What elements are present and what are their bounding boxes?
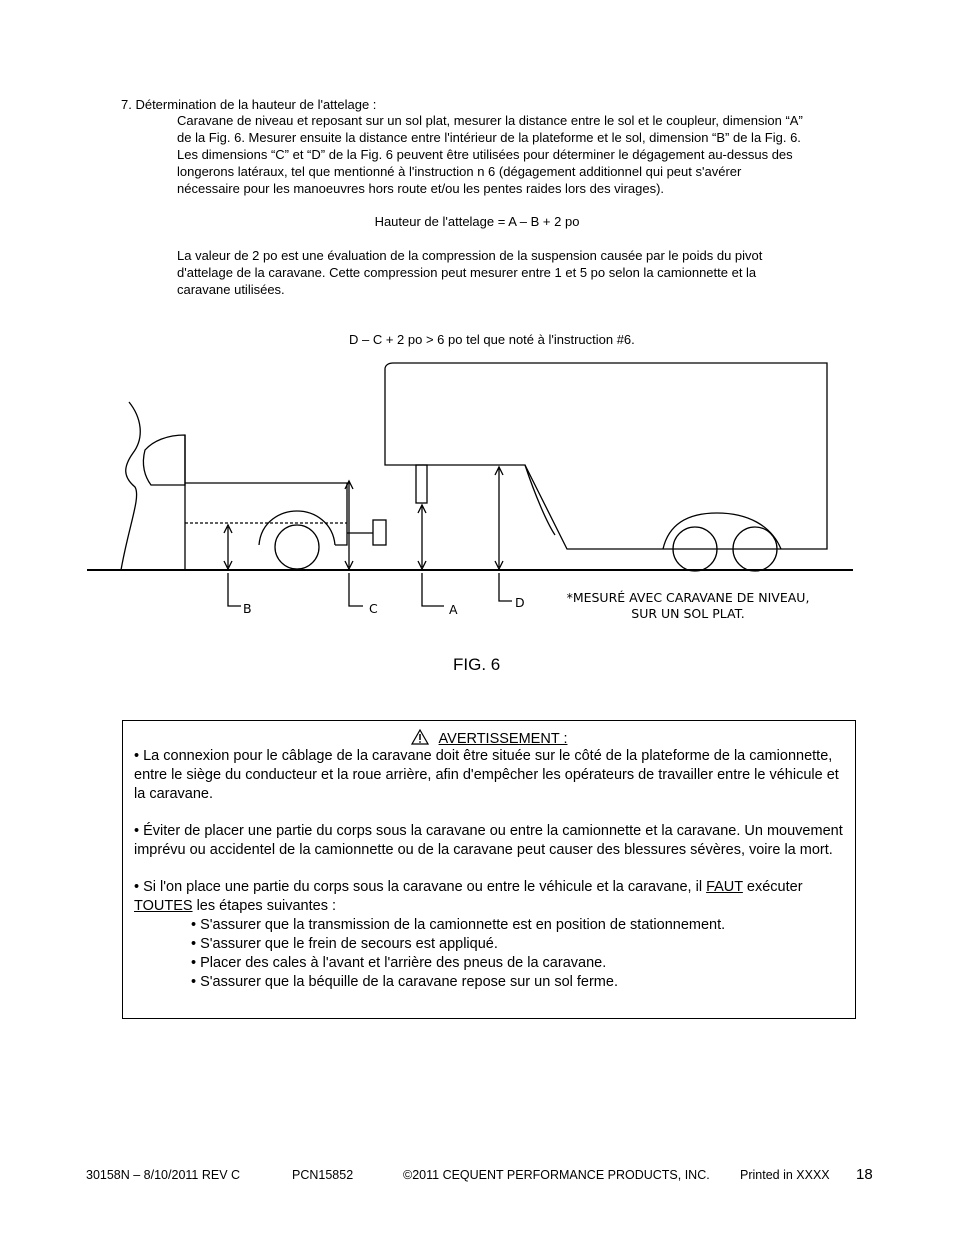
figure-caption: FIG. 6 bbox=[453, 655, 501, 674]
warning-title bbox=[123, 729, 855, 749]
footer-pcn: PCN15852 bbox=[292, 1168, 354, 1182]
steps-intro-part3: les étapes suivantes : bbox=[192, 898, 337, 914]
dimension-b-leader bbox=[228, 573, 241, 606]
dimension-d-leader bbox=[499, 573, 512, 601]
wheel-well bbox=[259, 511, 335, 545]
warning-paragraph-wiring: • La connexion pour le câblage de la caravane doit être située sur le côté de la plateforme de la camionnette, entre le siège du conducteur et la roue arrière, afin d'empêcher les opérateurs de travailler entre le véhicule et la caravane. bbox=[134, 748, 839, 802]
truck-bed bbox=[185, 483, 347, 525]
truck-wheel bbox=[275, 525, 319, 569]
instruction-line: Caravane de niveau et reposant sur un sol plat, mesurer la distance entre le sol et le coupleur, dimension “A” bbox=[177, 113, 803, 128]
instruction-heading: 7. Détermination de la hauteur de l'attelage : bbox=[121, 97, 377, 112]
trailer-wheel-well bbox=[663, 513, 781, 549]
step-item: • S'assurer que le frein de secours est appliqué. bbox=[191, 936, 498, 952]
emphasis-all: TOUTES bbox=[134, 898, 193, 914]
footer-doc-id: 30158N – 8/10/2011 REV C bbox=[86, 1168, 241, 1182]
warning-paragraph-steps bbox=[134, 878, 852, 916]
instruction-line: longerons latéraux, tel que mentionné à l'instruction n 6 (dégagement additionnel qui peut s'avérer bbox=[177, 164, 742, 179]
compression-note bbox=[177, 247, 827, 298]
hitch-height-formula bbox=[0, 213, 954, 230]
instruction-line: Les dimensions “C” et “D” de la Fig. 6 peuvent être utilisées pour déterminer le dégagement au-dessus des bbox=[177, 147, 793, 162]
warning-paragraph-body: • Éviter de placer une partie du corps sous la caravane ou entre la camionnette et la caravane. Un mouvement imprévu ou accidentel de la camionnette ou de la caravane peut causer des blessures sévères, voire la mort. bbox=[134, 823, 843, 858]
truck-bumper bbox=[373, 520, 386, 545]
label-b: B bbox=[243, 601, 252, 616]
warning-title-text: AVERTISSEMENT : bbox=[438, 731, 568, 747]
instruction-line: de la Fig. 6. Mesurer ensuite la distance entre l'intérieur de la plateforme et le sol, dimension “B” de la Fig. 6. bbox=[177, 130, 801, 145]
label-a: A bbox=[449, 602, 458, 617]
compression-line: d'attelage de la caravane. Cette compression peut mesurer entre 1 et 5 po selon la camionnette et la bbox=[177, 265, 757, 280]
truck-window bbox=[143, 435, 185, 485]
hitch-diagram bbox=[85, 355, 860, 630]
footer-copyright: ©2011 CEQUENT PERFORMANCE PRODUCTS, INC. bbox=[403, 1168, 710, 1182]
truck-rear bbox=[335, 525, 347, 545]
instruction-body bbox=[177, 112, 867, 197]
step-item: • S'assurer que la transmission de la camionnette est en position de stationnement. bbox=[191, 917, 726, 933]
emphasis-must: FAUT bbox=[706, 879, 743, 895]
dimension-a-leader bbox=[422, 573, 444, 606]
truck-cab-front bbox=[121, 402, 140, 570]
label-d: D bbox=[515, 595, 525, 610]
step-item: • S'assurer que la béquille de la caravane repose sur un sol ferme. bbox=[191, 974, 618, 990]
warning-box bbox=[122, 720, 856, 1019]
instruction-line: nécessaire pour les manoeuvres hors route et/ou les pentes raides lors des virages). bbox=[177, 181, 665, 196]
page-number: 18 bbox=[856, 1166, 873, 1183]
clearance-formula: D – C + 2 po > 6 po tel que noté à l'instruction #6. bbox=[349, 332, 635, 347]
label-c: C bbox=[369, 601, 378, 616]
trailer-kingpin bbox=[416, 465, 427, 503]
steps-intro-part1: • Si l'on place une partie du corps sous la caravane ou entre le véhicule et la caravane, il bbox=[134, 879, 707, 895]
figure-note-line2: SUR UN SOL PLAT. bbox=[631, 606, 745, 621]
warning-triangle-icon bbox=[411, 729, 429, 745]
steps-intro-part2: exécuter bbox=[742, 879, 803, 895]
step-item: • Placer des cales à l'avant et l'arrière des pneus de la caravane. bbox=[191, 955, 607, 971]
compression-line: La valeur de 2 po est une évaluation de la compression de la suspension causée par le poids du pivot bbox=[177, 248, 763, 263]
figure-note-line1: *MESURÉ AVEC CARAVANE DE NIVEAU, bbox=[566, 590, 810, 605]
trailer-front-slope bbox=[525, 465, 555, 535]
dimension-c-leader bbox=[349, 573, 363, 606]
hitch-height-formula-text: Hauteur de l'attelage = A – B + 2 po bbox=[374, 214, 580, 229]
warning-content bbox=[134, 747, 852, 992]
footer-printed: Printed in XXXX bbox=[740, 1168, 830, 1182]
compression-line: caravane utilisées. bbox=[177, 282, 285, 297]
trailer-body bbox=[385, 363, 827, 549]
